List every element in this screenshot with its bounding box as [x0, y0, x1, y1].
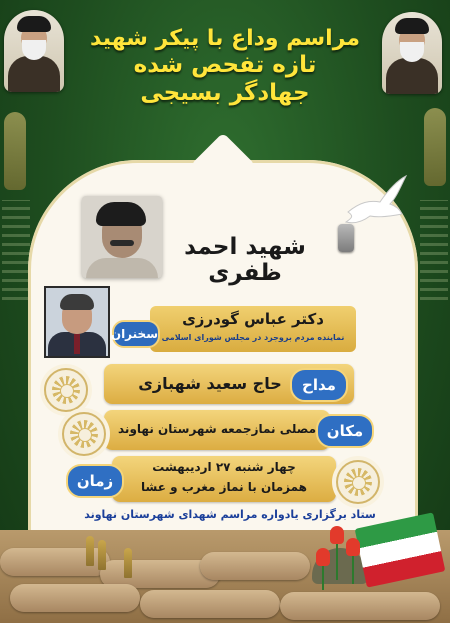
- eulogist-name: حاج سعید شهبازی: [138, 374, 282, 393]
- rosette-ornament: [44, 368, 88, 412]
- shell-casing: [98, 540, 106, 570]
- lantern-ornament-right: [424, 108, 446, 186]
- speaker-photo: [44, 286, 110, 358]
- leader-portrait-left: [4, 10, 64, 92]
- martyr-name: شهید احمد ظفری: [184, 234, 306, 286]
- lantern-ornament-left: [4, 112, 26, 190]
- sandbag: [200, 552, 310, 580]
- calligraphy-pattern-right: [420, 200, 448, 300]
- rosette-ornament: [62, 412, 106, 456]
- speaker-name: دکتر عباس گودرزی: [182, 310, 324, 328]
- sandbag: [140, 590, 280, 618]
- title-line-3: جهادگر بسیجی: [140, 79, 310, 106]
- dogtag-icon: [338, 224, 354, 252]
- speaker-badge: سخنران: [112, 320, 160, 348]
- rosette-ornament: [336, 460, 380, 504]
- speaker-description: نماینده مردم بروجرد در مجلس شورای اسلامی: [161, 333, 345, 342]
- location-badge: مکان: [316, 414, 374, 448]
- tulip-flower: [346, 538, 360, 556]
- time-line-2: همزمان با نماز مغرب و عشا: [141, 480, 307, 494]
- tulip-flower: [316, 548, 330, 566]
- organizer-text: ستاد برگزاری یادواره مراسم شهدای شهرستان نهاوند: [84, 508, 376, 521]
- title-line-1: مراسم وداع با پیکر شهید: [90, 26, 360, 51]
- calligraphy-pattern-left: [2, 200, 30, 300]
- time-line-1: چهار شنبه ۲۷ اردیبهشت: [152, 460, 296, 474]
- eulogist-badge: مداح: [290, 368, 348, 402]
- tulip-flower: [330, 526, 344, 544]
- poster-title: [70, 26, 380, 108]
- shell-casing: [86, 536, 94, 566]
- sandbag: [280, 592, 440, 620]
- leader-portrait-right: [382, 12, 442, 94]
- time-badge: زمان: [66, 464, 124, 498]
- dove-icon: [340, 172, 410, 232]
- sandbag: [10, 584, 140, 612]
- title-line-2: تازه تفحص شده: [133, 52, 317, 79]
- tulip-stem: [336, 540, 338, 580]
- shell-casing: [124, 548, 132, 578]
- location-text: مصلی نمازجمعه شهرستان نهاوند: [118, 422, 316, 436]
